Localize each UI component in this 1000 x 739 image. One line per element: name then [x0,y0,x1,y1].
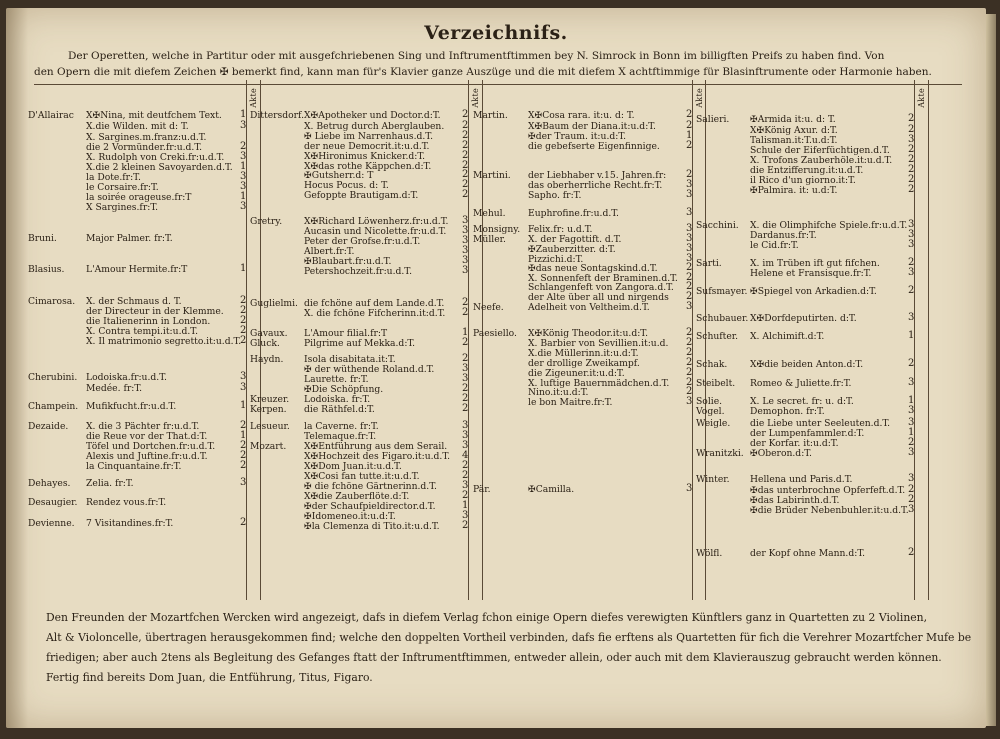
opera-title: die Räthfel.d:T. [304,404,375,415]
opera-title: Helene et Fransisque.fr:T. [750,268,872,279]
akte-count: 3 [462,363,469,374]
page-title: Verzeichnifs. [424,22,568,44]
opera-title: X.die Wilden. mit d: T. [86,121,189,132]
opera-title: X✠das rothe Käppchen.d:T. [304,161,432,172]
akte-count: 3 [908,447,915,458]
opera-title: X. luftige Bauernmädchen.d.T. [528,378,670,389]
akte-count: 2 [240,420,247,431]
akte-count: 3 [462,430,469,441]
opera-title: Lodoiska.fr:u.d.T. [86,372,167,383]
document-page [6,8,986,728]
composer-name: Mozart. [250,441,287,452]
akte-count: 2 [240,450,247,461]
akte-count: 3 [686,301,693,312]
binding-shadow [6,8,28,728]
akte-count: 3 [462,480,469,491]
opera-title: ✠Gutsherr.d: T [304,170,374,181]
opera-title: X. der Fagottift. d.T. [528,234,622,245]
opera-title: ✠das unterbrochne Opferfeft.d.T. [750,485,906,496]
opera-title: le Cid.fr:T. [750,240,799,251]
composer-name: Mehul. [473,208,506,219]
opera-title: Pilgrime auf Mekka.d:T. [304,338,416,349]
opera-title: Mufikfucht.fr:u.d.T. [86,401,177,412]
akte-count: 2 [462,189,469,200]
opera-title: Gefoppte Brautigam.d:T. [304,190,419,201]
akte-count: 3 [462,440,469,451]
opera-title: 7 Visitandines.fr:T. [86,518,174,529]
composer-name: Martin. [473,110,508,121]
akte-count: 3 [686,207,693,218]
akte-count: 3 [462,235,469,246]
akte-count: 2 [908,257,915,268]
akte-count: 2 [462,109,469,120]
opera-title: X. Alchimift.d:T. [750,331,825,342]
akte-count: 3 [240,477,247,488]
akte-count: 2 [686,262,693,273]
opera-title: das oberherrliche Recht.fr:T. [528,180,663,191]
akte-count: 2 [462,179,469,190]
akte-count: 2 [908,184,915,195]
opera-title: ✠ Liebe im Narrenhaus.d.T. [304,131,434,142]
opera-title: X✠Dorfdeputirten. d:T. [750,313,857,324]
composer-name: Sufsmayer. [696,286,748,297]
header-rule [34,84,962,85]
akte-count: 3 [908,134,915,145]
akte-count: 2 [462,140,469,151]
opera-title: Hocus Pocus. d: T. [304,180,389,191]
opera-title: le bon Maitre.fr:T. [528,397,613,408]
opera-title: X. im Trüben ift gut fifchen. [750,258,880,269]
composer-name: Haydn. [250,354,284,365]
opera-title: X. Contra tempi.it:u.d.T. [86,326,198,337]
akte-count: 2 [462,383,469,394]
composer-name: Winter. [696,474,730,485]
opera-title: ✠die Brüder Nebenbuhler.it:u.d.T. [750,505,909,516]
akte-header: Akte [471,88,480,108]
opera-title: X. die Olimphifche Spiele.fr:u.d.T. [750,220,908,231]
akte-count: 3 [908,312,915,323]
composer-name: Paesiello. [473,328,517,339]
opera-title: X✠Hironimus Knicker.d:T. [304,151,426,162]
akte-count: 1 [240,109,247,120]
akte-count: 3 [240,382,247,393]
opera-title: die 2 Vormünder.fr:u.d.T. [86,142,203,153]
opera-title: ✠la Clemenza di Tito.it:u.d.T. [304,521,440,532]
opera-title: Albert.fr:T. [304,246,355,257]
akte-count: 2 [686,357,693,368]
akte-count: 1 [240,263,247,274]
composer-name: Wölfl. [696,548,723,559]
opera-title: Euphrofine.fr:u.d.T. [528,208,619,219]
opera-title: die Italienerinn in London. [86,316,211,327]
opera-title: X✠Cosa rara. it:u. d: T. [528,110,635,121]
header-line-2: den Opern die mit diefem Zeichen ✠ bemerkt find, kann man für's Klavier ganze Auszüge und die mit diefem X achtftimmige für Blasinftrumente oder Harmonie haben. [34,66,932,78]
akte-count: 3 [240,120,247,131]
akte-count: 3 [908,239,915,250]
akte-count: 1 [462,500,469,511]
akte-count: 2 [240,460,247,471]
composer-name: Neefe. [473,302,504,313]
opera-title: X✠die Zauberflöte.d:T. [304,491,410,502]
opera-title: Rendez vous.fr:T. [86,497,167,508]
akte-header: Akte [917,88,926,108]
composer-name: Wranitzki. [696,448,744,459]
akte-count: 2 [686,140,693,151]
opera-title: Medée. fr:T. [86,383,143,394]
akte-count: 2 [686,291,693,302]
akte-count: 2 [686,327,693,338]
composer-name: D'Allairac [28,110,74,121]
akte-count: 3 [686,396,693,407]
composer-name: Solie. [696,396,723,407]
composer-name: Kerpen. [250,404,287,415]
akte-count: 2 [240,305,247,316]
opera-title: Talisman.it:T.u.d:T. [750,135,838,146]
akte-count: 2 [240,315,247,326]
footer-line: Fertig find bereits Dom Juan, die Entführung, Titus, Figaro. [46,671,373,684]
akte-count: 2 [240,295,247,306]
akte-count: 1 [240,191,247,202]
opera-title: Aucasin und Nicolette.fr:u.d.T. [304,226,447,237]
akte-count: 1 [240,430,247,441]
akte-count: 3 [240,171,247,182]
opera-title: X. Trofons Zauberhöle.it:u.d.T. [750,155,893,166]
opera-title: Schule der Eiferfüchtigen.d.T. [750,145,890,156]
composer-name: Salieri. [696,114,730,125]
opera-title: la Dote.fr:T. [86,172,141,183]
composer-name: Devienne. [28,518,75,529]
composer-name: Dittersdorf. [250,110,305,121]
akte-count: 2 [462,393,469,404]
footer-notice [46,608,972,688]
akte-count: 3 [462,245,469,256]
akte-count: 3 [462,373,469,384]
opera-title: Telemaque.fr:T. [304,431,377,442]
akte-count: 2 [908,144,915,155]
opera-title: la Caverne. fr:T. [304,421,379,432]
opera-title: la Cinquantaine.fr:T. [86,461,182,472]
akte-count: 3 [686,243,693,254]
akte-count: 2 [686,377,693,388]
opera-title: X. Le secret. fr: u. d:T. [750,396,854,407]
akte-count: 2 [462,150,469,161]
opera-title: ✠Idomeneo.it:u.d:T. [304,511,396,522]
opera-title: X✠Hochzeit des Figaro.it:u.d.T. [304,451,451,462]
akte-count: 3 [462,215,469,226]
opera-title: X. Rudolph von Creki.fr:u.d.T. [86,152,225,163]
opera-title: der drollige Zweikampf. [528,358,640,369]
akte-count: 2 [686,347,693,358]
opera-title: ✠ der wüthende Roland.d.T. [304,364,435,375]
opera-title: Pizzichi.d:T. [528,254,584,265]
akte-count: 3 [686,223,693,234]
opera-title: Zelia. fr:T. [86,478,134,489]
opera-title: X. die fchöne Fifcherinn.it:d.T. [304,308,446,319]
composer-name: Kreuzer. [250,394,290,405]
akte-count: 1 [908,427,915,438]
akte-count: 3 [686,233,693,244]
akte-count: 3 [462,510,469,521]
akte-count: 3 [240,151,247,162]
opera-title: X✠Apotheker und Doctor.d:T. [304,110,441,121]
opera-title: L'Amour Hermite.fr:T [86,264,188,275]
opera-title: der neue Democrit.it:u.d.T. [304,141,430,152]
akte-count: 2 [908,174,915,185]
akte-count: 3 [686,189,693,200]
akte-count: 1 [462,327,469,338]
opera-title: Peter der Grofse.fr:u.d.T. [304,236,421,247]
akte-count: 3 [908,405,915,416]
akte-count: 2 [686,337,693,348]
opera-title: Isola disabitata.it:T. [304,354,396,365]
opera-title: L'Amour filial.fr:T [304,328,388,339]
opera-title: der Alte über all und nirgends [528,292,669,303]
composer-name: Pär. [473,484,491,495]
akte-count: 2 [908,164,915,175]
opera-title: la soirée orageuse.fr:T [86,192,192,203]
composer-name: Bruni. [28,233,57,244]
akte-count: 2 [462,307,469,318]
akte-count: 2 [686,120,693,131]
opera-title: die gebefserte Eigenfinnige. [528,141,660,152]
akte-count: 3 [686,253,693,264]
opera-title: X✠Nina, mit deutfchem Text. [86,110,222,121]
composer-name: Schak. [696,359,728,370]
composer-name: Cherubini. [28,372,78,383]
opera-title: Töfel und Dortchen.fr:u.d.T. [86,441,216,452]
opera-title: X✠Cosi fan tutte.it:u.d.T. [304,471,420,482]
akte-count: 2 [462,403,469,414]
opera-title: der Kopf ohne Mann.d:T. [750,548,866,559]
akte-count: 1 [908,330,915,341]
akte-count: 2 [908,494,915,505]
opera-title: die Entzifferung.it:u.d.T. [750,165,864,176]
opera-title: ✠Die Schöpfung. [304,384,384,395]
akte-count: 2 [462,120,469,131]
composer-name: Gretry. [250,216,283,227]
opera-title: X. Sargines.m.franz:u.d.T. [86,132,207,143]
opera-title: il Rico d'un giorno.it:T. [750,175,856,186]
composer-name: Sarti. [696,258,722,269]
akte-count: 2 [462,337,469,348]
composer-name: Lesueur. [250,421,290,432]
footer-line: Alt & Violoncelle, übertragen herausgekommen find; welche den doppelten Vortheil verbinden, dafs fie erftens als Quartetten für fich die Verehrer Mozartfcher Mufe be [46,631,972,644]
opera-title: Sapho. fr:T. [528,190,582,201]
opera-title: X.die Müllerinn.it:u.d:T. [528,348,639,359]
composer-name: Dehayes. [28,478,71,489]
akte-count: 4 [462,450,469,461]
page-edge [986,14,996,726]
akte-count: 1 [686,130,693,141]
akte-count: 2 [462,460,469,471]
akte-count: 3 [240,371,247,382]
opera-title: Lodoiska. fr:T. [304,394,371,405]
composer-name: Weigle. [696,418,731,429]
opera-title: Nino.it:u.d:T. [528,387,589,398]
opera-title: ✠der Schaufpieldirector.d.T. [304,501,436,512]
opera-title: ✠Armida it:u. d: T. [750,114,836,125]
opera-title: Hellena und Paris.d.T. [750,474,853,485]
akte-count: 2 [908,154,915,165]
opera-title: X. der Schmaus d. T. [86,296,182,307]
opera-title: der Liebhaber v.15. Jahren.fr: [528,170,667,181]
opera-title: ✠Blaubart.fr:u.d.T. [304,256,392,267]
opera-title: Major Palmer. fr:T. [86,233,173,244]
opera-title: ✠Oberon.d:T. [750,448,812,459]
akte-count: 2 [908,437,915,448]
akte-count: 3 [908,377,915,388]
akte-count: 2 [686,281,693,292]
opera-title: ✠der Traum. it:u.d:T. [528,131,627,142]
opera-title: Petershochzeit.fr:u.d.T. [304,266,413,277]
footer-line: friedigen; aber auch 2tens als Begleitung des Gefanges ftatt der Inftrumentftimmen, entweder allein, oder auch mit dem Klavierauszug gebraucht werden können. [46,651,942,664]
opera-title: die Liebe unter Seeleuten.d.T. [750,418,891,429]
akte-count: 3 [462,265,469,276]
composer-name: Blasius. [28,264,65,275]
akte-count: 2 [462,470,469,481]
akte-count: 2 [462,160,469,171]
opera-title: Adelheit von Veltheim.d.T. [528,302,650,313]
opera-title: X✠Baum der Diana.it:u.d:T. [528,121,656,132]
akte-count: 1 [240,400,247,411]
opera-title: Dardanus.fr:T. [750,230,817,241]
composer-name: Vogel. [696,406,725,417]
opera-title: der Lumpenfammler.d:T. [750,428,865,439]
opera-title: ✠Spiegel von Arkadien.d:T. [750,286,877,297]
opera-title: X. Betrug durch Aberglauben. [304,121,445,132]
akte-count: 2 [686,367,693,378]
akte-count: 3 [462,255,469,266]
column-divider [928,80,929,600]
akte-count: 2 [908,358,915,369]
composer-name: Steibelt. [696,378,736,389]
composer-name: Gavaux. [250,328,288,339]
composer-name: Dezaide. [28,421,69,432]
akte-count: 3 [686,179,693,190]
akte-count: 2 [462,297,469,308]
akte-count: 2 [240,141,247,152]
akte-count: 3 [462,225,469,236]
opera-title: X. Il matrimonio segretto.it:u.d.T. [86,336,242,347]
composer-name: Müller. [473,234,506,245]
footer-line: Den Freunden der Mozartfchen Wercken wird angezeigt, dafs in diefem Verlag fchon einige Opern diefes verewigten Künftlers ganz in Quartetten zu 2 Violinen, [46,611,928,624]
akte-count: 2 [462,490,469,501]
akte-count: 2 [240,440,247,451]
opera-title: Schlangenfeft von Zangora.d.T. [528,282,674,293]
akte-count: 2 [908,124,915,135]
opera-title: ✠Palmira. it: u.d:T. [750,185,838,196]
opera-title: X. Barbier von Sevillien.it:u.d. [528,338,669,349]
composer-name: Schufter. [696,331,739,342]
akte-count: 2 [462,520,469,531]
opera-title: Laurette. fr:T. [304,374,369,385]
composer-name: Cimarosa. [28,296,76,307]
akte-count: 2 [686,169,693,180]
opera-title: die Zigeuner.it:u.d:T. [528,368,625,379]
opera-title: X Sargines.fr:T. [86,202,159,213]
akte-count: 3 [908,267,915,278]
opera-title: X.die 2 kleinen Savoyarden.d.T. [86,162,233,173]
akte-count: 3 [240,181,247,192]
composer-name: Sacchini. [696,220,739,231]
akte-header: Akte [249,88,258,108]
opera-title: le Corsaire.fr:T. [86,182,159,193]
opera-title: X. Sonnenfeft der Braminen.d.T. [528,273,678,284]
akte-count: 3 [686,483,693,494]
akte-count: 3 [240,201,247,212]
akte-count: 2 [240,517,247,528]
opera-title: der Korfar. it:u.d:T. [750,438,839,449]
composer-name: Desaugier. [28,497,78,508]
opera-title: der Directeur in der Klemme. [86,306,224,317]
akte-count: 3 [908,417,915,428]
composer-name: Martini. [473,170,511,181]
akte-count: 3 [908,504,915,515]
opera-title: die Reue vor der That.d:T. [86,431,208,442]
akte-header: Akte [695,88,704,108]
opera-title: Alexis und Juftine.fr:u.d.T. [86,451,208,462]
opera-title: ✠das Labirinth.d.T. [750,495,840,506]
akte-count: 2 [686,109,693,120]
akte-count: 3 [908,229,915,240]
header-line-1: Der Operetten, welche in Partitur oder mit ausgefchriebenen Sing und Inftrumentftimmen bey N. Simrock in Bonn im billigften Preifs zu haben find. Von [68,50,885,62]
opera-title: X✠König Theodor.it:u.d:T. [528,328,649,339]
akte-count: 2 [908,113,915,124]
column-divider [482,80,483,600]
composer-name: Champein. [28,401,79,412]
akte-count: 2 [908,547,915,558]
opera-title: X. die 3 Pächter fr:u.d.T. [86,421,200,432]
opera-title: Demophon. fr:T. [750,406,825,417]
opera-title: ✠Camilla. [528,484,575,495]
akte-count: 2 [240,335,247,346]
opera-title: ✠das neue Sontagskind.d.T. [528,263,658,274]
akte-count: 2 [240,325,247,336]
akte-count: 3 [462,420,469,431]
composer-name: Monsigny. [473,224,521,235]
akte-count: 2 [462,353,469,364]
opera-title: X✠Richard Löwenherz.fr:u.d.T. [304,216,449,227]
opera-title: ✠ die fchöne Gärtnerinn.d.T. [304,481,437,492]
opera-title: Romeo & Juliette.fr:T. [750,378,852,389]
composer-name: Guglielmi. [250,298,298,309]
akte-count: 1 [240,161,247,172]
akte-count: 2 [908,484,915,495]
akte-count: 2 [686,386,693,397]
opera-title: X✠Dom Juan.it:u.d.T. [304,461,402,472]
akte-count: 3 [908,219,915,230]
composer-name: Gluck. [250,338,280,349]
akte-count: 2 [462,169,469,180]
akte-count: 3 [908,473,915,484]
opera-title: die fchöne auf dem Lande.d.T. [304,298,445,309]
opera-title: X✠Entführung aus dem Serail. [304,441,448,452]
composer-name: Schubauer. [696,313,749,324]
opera-title: X✠König Axur. d:T. [750,125,838,136]
akte-count: 2 [686,272,693,283]
opera-title: X✠die beiden Anton.d:T. [750,359,864,370]
akte-count: 2 [908,285,915,296]
opera-title: Felix.fr: u.d.T. [528,224,593,235]
opera-title: ✠Zauberzitter. d:T. [528,244,616,255]
akte-count: 2 [462,130,469,141]
akte-count: 1 [908,395,915,406]
